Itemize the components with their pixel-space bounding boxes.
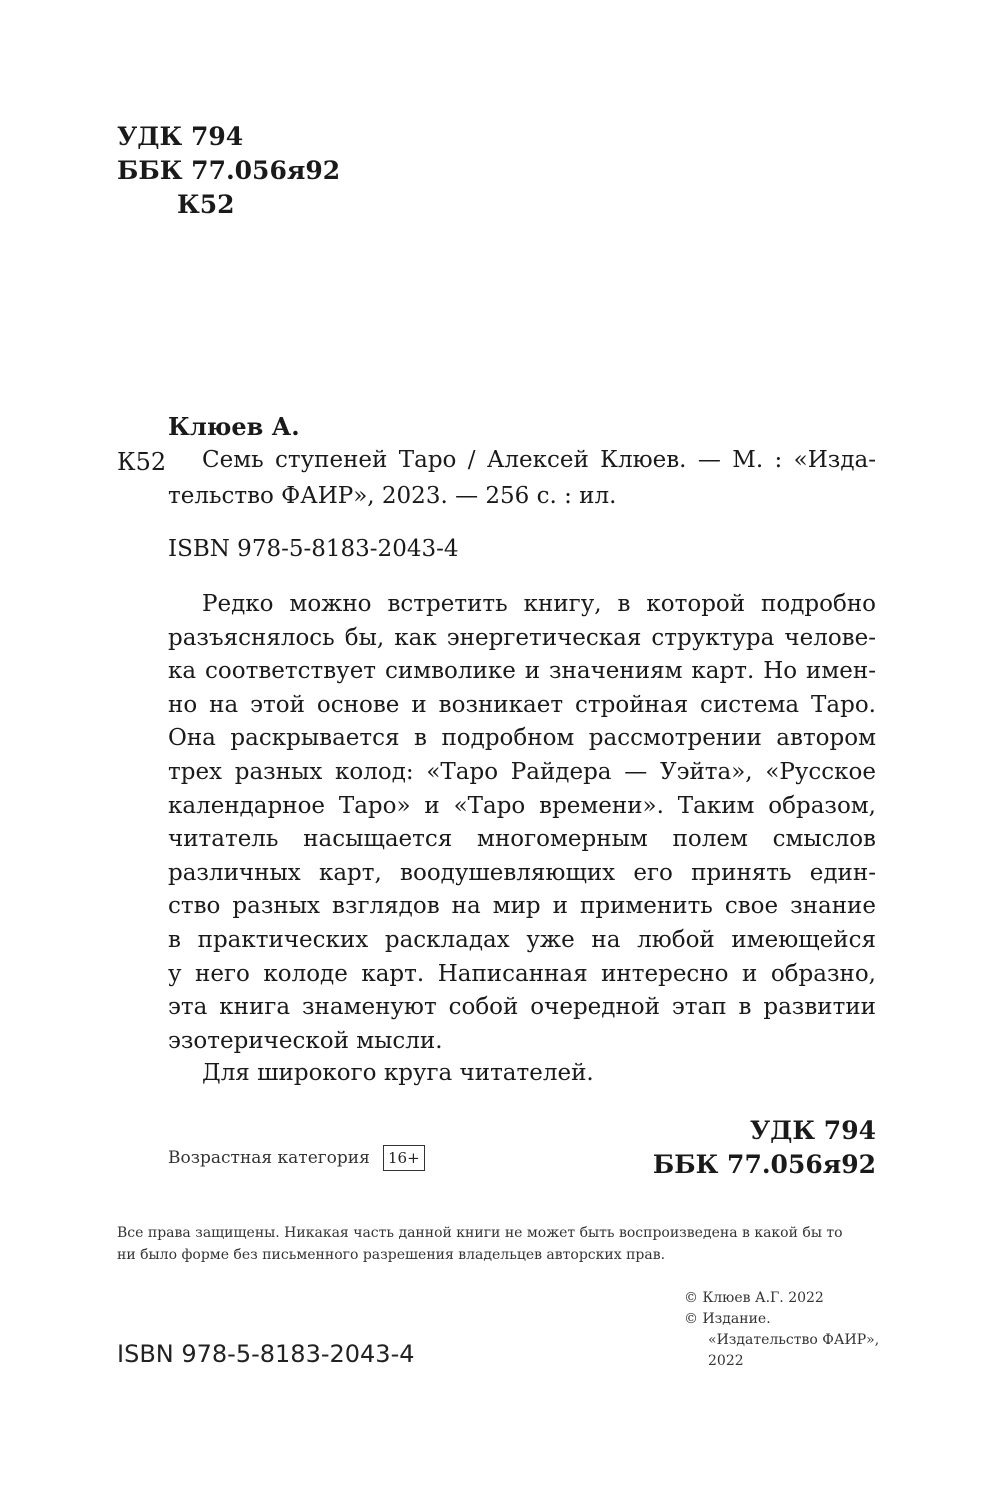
- author-sign: К52: [177, 190, 235, 219]
- age-rating-badge: 16+: [383, 1145, 425, 1171]
- annotation-line: трех разных колод: «Таро Райдера — Уэйта», «Русское: [168, 758, 876, 785]
- copyright-publisher: «Издательство ФАИР»,: [708, 1332, 880, 1348]
- annotation-line: ка соответствует символике и значениям карт. Но имен-: [168, 658, 876, 685]
- annotation-paragraph: [168, 588, 876, 1058]
- classification-block-right: [653, 1114, 876, 1182]
- copyright-year: 2022: [708, 1353, 744, 1369]
- rights-line-2: ни было форме без письменного разрешения владельцев авторских прав.: [117, 1247, 666, 1263]
- annotation-line: Редко можно встретить книгу, в которой подробно: [202, 591, 876, 617]
- card-isbn: ISBN 978-5-8183-2043-4: [168, 536, 459, 562]
- entry-line-2: тельство ФАИР», 2023. — 256 с. : ил.: [168, 483, 617, 509]
- rights-notice: [117, 1222, 883, 1266]
- annotation-line: календарное Таро» и «Таро времени». Таким образом,: [168, 792, 876, 819]
- entry-line-1: Семь ступеней Таро / Алексей Клюев. — М. : «Изда-: [202, 447, 876, 473]
- annotation-line: у него колоде карт. Написанная интересно и образно,: [168, 960, 876, 987]
- rights-line-1: Все права защищены. Никакая часть данной книги не может быть воспроизведена в какой бы то: [117, 1225, 843, 1241]
- age-category-label: Возрастная категория: [168, 1148, 370, 1168]
- classification-block-top: [117, 120, 340, 222]
- isbn-bottom: ISBN 978-5-8183-2043-4: [117, 1340, 415, 1368]
- copyright-author: © Клюев А.Г. 2022: [684, 1290, 824, 1306]
- annotation-line: эта книга знаменуют собой очередной этап в развитии: [168, 994, 876, 1021]
- annotation-line: эзотерической мысли.: [168, 1027, 443, 1054]
- card-author-sign: К52: [117, 448, 167, 476]
- annotation-line: различных карт, воодушевляющих его принять един-: [168, 859, 876, 886]
- udk-code: УДК 794: [117, 122, 244, 151]
- copyright-edition: © Издание.: [684, 1311, 771, 1327]
- bbk-code: ББК 77.056я92: [117, 156, 341, 185]
- annotation-line: в практических раскладах уже на любой имеющейся: [168, 926, 876, 953]
- annotation-line: но на этой основе и возникает стройная система Таро.: [168, 691, 876, 718]
- annotation-line: ство разных взглядов на мир и применить свое знание: [168, 893, 876, 920]
- annotation-line: читатель насыщается многомерным полем смыслов: [168, 826, 876, 853]
- bbk-code-right: ББК 77.056я92: [652, 1150, 876, 1179]
- card-author: Клюев А.: [168, 412, 300, 441]
- annotation-line: разъяснялось бы, как энергетическая структура челове-: [168, 624, 876, 651]
- bibliographic-entry: [168, 442, 876, 514]
- annotation-line: Она раскрывается в подробном рассмотрении автором: [168, 725, 876, 752]
- udk-code-right: УДК 794: [749, 1116, 876, 1145]
- audience-note: Для широкого круга читателей.: [202, 1060, 594, 1086]
- copyright-block: [684, 1288, 879, 1372]
